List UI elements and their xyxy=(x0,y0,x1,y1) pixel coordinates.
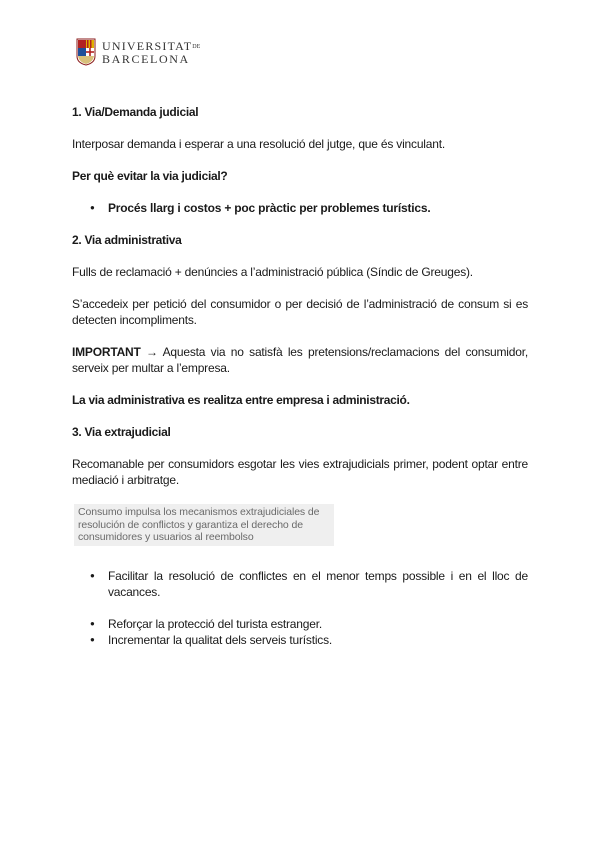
important-label: IMPORTANT xyxy=(72,345,141,359)
section-2-important xyxy=(72,344,528,376)
list-item: ● Facilitar la resolució de conflictes en el menor temps possible i en el lloc de vacances. xyxy=(90,568,528,600)
section-2-text-2: S’accedeix per petició del consumidor o per decisió de l’administració de consum si es detecten incompliments. xyxy=(72,297,528,327)
section-1-question: Per què evitar la via judicial? xyxy=(72,169,228,183)
important-text: → Aquesta via no satisfà les pretensions/reclamacions del consumidor, serveix per multar a l’empresa. xyxy=(72,345,528,375)
list-item: ● Reforçar la protecció del turista estranger. xyxy=(90,616,528,632)
logo-line-universitat: UNIVERSITATDE xyxy=(102,38,201,53)
list-item: ● Incrementar la qualitat dels serveis turístics. xyxy=(90,632,528,648)
section-2-text-1: Fulls de reclamació + denúncies a l’administració pública (Síndic de Greuges). xyxy=(72,265,473,279)
section-2-title: 2. Via administrativa xyxy=(72,233,182,247)
section-1-title: 1. Via/Demanda judicial xyxy=(72,105,199,119)
quote-image: Consumo impulsa los mecanismos extrajudiciales de resolución de conflictos y garantiza el derecho de consumidores y usuarios al reembolso xyxy=(74,504,334,546)
section-3-title: 3. Via extrajudicial xyxy=(72,425,171,439)
ub-shield-icon xyxy=(76,38,96,66)
section-2-conclusion: La via administrativa es realitza entre empresa i administració. xyxy=(72,393,410,407)
section-3-bullets xyxy=(90,568,528,648)
logo-line-barcelona: BARCELONA xyxy=(102,51,190,66)
section-1-text: Interposar demanda i esperar a una resolució del jutge, que és vinculant. xyxy=(72,137,445,151)
section-3-text: Recomanable per consumidors esgotar les vies extrajudicials primer, podent optar entre mediació i arbitratge. xyxy=(72,457,528,487)
list-item: ● Procés llarg i costos + poc pràctic per problemes turístics. xyxy=(90,200,528,216)
university-logo xyxy=(76,38,200,66)
section-1-bullets xyxy=(90,200,528,216)
